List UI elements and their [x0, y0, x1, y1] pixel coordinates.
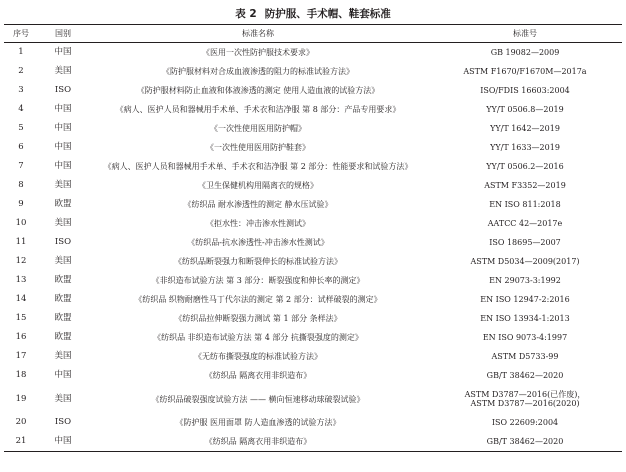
row-seq: 14	[15, 294, 27, 304]
table-row	[4, 157, 622, 176]
row-standard-name: 《纺织品 隔离衣用非织造布》	[88, 432, 428, 452]
table-row	[4, 138, 622, 157]
table-caption	[0, 6, 626, 22]
table-header-row	[4, 25, 622, 43]
standard-number-line: EN ISO 9073-4:1997	[482, 333, 568, 342]
standard-number-line: GB/T 38462—2020	[486, 371, 564, 380]
row-country: ISO	[54, 417, 72, 427]
row-seq: 19	[15, 393, 27, 404]
standard-number-line: EN ISO 13934-1:2013	[480, 314, 570, 323]
row-standard-number	[428, 81, 622, 100]
row-standard-number	[428, 233, 622, 252]
standard-number-line: ASTM D3787—2016(已作废)，	[464, 390, 586, 399]
standard-number-line: YY/T 0506.2—2016	[486, 162, 564, 171]
row-standard-number	[428, 252, 622, 271]
table-row	[4, 347, 622, 366]
standard-number-line: ASTM F1670/F1670M—2017a	[463, 67, 587, 76]
row-country: ISO	[54, 85, 72, 95]
row-standard-name: 《纺织品 织物耐磨性马丁代尔法的测定 第 2 部分：试样破裂的测定》	[134, 295, 382, 304]
standard-number-line: ISO 22609:2004	[491, 418, 559, 427]
row-country: 中国	[54, 161, 72, 171]
row-standard-name: 《防护服 医用面罩 防人造血渗透的试验方法》	[175, 418, 341, 427]
row-country: 中国	[54, 104, 72, 114]
row-seq: 7	[18, 161, 24, 171]
table-row	[4, 309, 622, 328]
row-standard-name: 《医用一次性防护服技术要求》	[202, 48, 314, 57]
row-country: 中国	[54, 370, 72, 380]
table-number: 表 2	[235, 8, 257, 20]
standard-number-line: EN ISO 811:2018	[489, 200, 561, 209]
row-seq: 10	[15, 218, 27, 228]
row-standard-number	[428, 43, 622, 63]
row-seq: 12	[15, 256, 27, 266]
row-seq: 20	[15, 417, 27, 427]
header-standard-name: 标准名称	[88, 25, 428, 43]
standard-number-line: ASTM D5034—2009(2017)	[470, 257, 580, 266]
standard-number-line: ISO 18695—2007	[489, 238, 561, 247]
row-seq: 1	[18, 47, 24, 57]
standard-number-line: GB/T 38462—2020	[486, 437, 564, 446]
row-country: 美国	[54, 218, 72, 228]
standard-number-line: EN 29073-3:1992	[489, 276, 561, 285]
table-row	[4, 43, 622, 63]
table-row	[4, 233, 622, 252]
row-standard-name: 《病人、医护人员和器械用手术单、手术衣和洁净服 第 8 部分：产品专用要求》	[115, 105, 401, 114]
row-standard-name: 《病人、医护人员和器械用手术单、手术衣和洁净服 第 2 部分：性能要求和试验方法》	[103, 162, 413, 171]
row-standard-name: 《纺织品-抗水渗透性-冲击渗水性测试》	[187, 238, 329, 247]
row-country: 中国	[54, 142, 72, 152]
row-standard-name: 《非织造布试验方法 第 3 部分：断裂强度和伸长率的测定》	[151, 276, 365, 285]
row-standard-name: 《纺织品 非织造布试验方法 第 4 部分 抗撕裂强度的测定》	[153, 333, 363, 342]
row-seq: 5	[18, 123, 24, 133]
row-standard-number	[428, 309, 622, 328]
row-seq: 3	[18, 85, 24, 95]
header-seq: 序号	[4, 25, 38, 43]
row-standard-number	[428, 290, 622, 309]
table-row	[4, 62, 622, 81]
row-standard-name: 《纺织品拉伸断裂强力测试 第 1 部分 条样法》	[174, 314, 342, 323]
row-standard-number	[428, 214, 622, 233]
table-row	[4, 214, 622, 233]
table-body	[4, 43, 622, 452]
row-country: 美国	[54, 256, 72, 266]
standard-number-line: EN ISO 12947-2:2016	[480, 295, 570, 304]
table-row	[4, 195, 622, 214]
row-country: 欧盟	[54, 294, 72, 304]
standard-number-line: ASTM F3352—2019	[484, 181, 566, 190]
row-country: 欧盟	[54, 199, 72, 209]
header-standard-number: 标准号	[428, 25, 622, 43]
row-country: 欧盟	[54, 275, 72, 285]
row-seq: 6	[18, 142, 24, 152]
table-row	[4, 176, 622, 195]
row-standard-number	[428, 119, 622, 138]
table-row	[4, 385, 622, 413]
row-seq: 8	[18, 180, 24, 190]
row-standard-number	[428, 385, 622, 413]
table-row	[4, 413, 622, 432]
row-standard-number	[428, 62, 622, 81]
row-country: 中国	[54, 47, 72, 57]
table-row	[4, 271, 622, 290]
row-standard-name: 《卫生保健机构用隔离衣的规格》	[198, 181, 318, 190]
standard-number-line: AATCC 42—2017e	[487, 219, 563, 228]
standard-number-line: ASTM D3787—2016(2020)	[470, 399, 580, 408]
row-country: 中国	[38, 432, 88, 452]
row-standard-number	[428, 195, 622, 214]
row-standard-number	[428, 347, 622, 366]
standard-number-line: YY/T 1642—2019	[490, 124, 560, 133]
table-row	[4, 252, 622, 271]
row-standard-name: 《纺织品 隔离衣用非织造布》	[204, 371, 312, 380]
table-row	[4, 81, 622, 100]
row-standard-name: 《纺织品 耐水渗透性的测定 静水压试验》	[183, 200, 333, 209]
row-standard-name: 《无纺布撕裂强度的标准试验方法》	[194, 352, 322, 361]
row-country: ISO	[54, 237, 72, 247]
row-standard-name: 《拒水性：冲击渗水性测试》	[206, 219, 310, 228]
row-seq: 13	[15, 275, 27, 285]
row-seq: 21	[4, 432, 38, 452]
row-country: 美国	[54, 66, 72, 76]
standards-table	[4, 24, 622, 452]
row-seq: 18	[15, 370, 27, 380]
row-standard-number	[428, 271, 622, 290]
table-row	[4, 119, 622, 138]
row-standard-name: 《一次性使用医用防护帽》	[210, 124, 306, 133]
row-country: 欧盟	[54, 313, 72, 323]
row-standard-number	[428, 432, 622, 452]
row-standard-number	[428, 413, 622, 432]
row-seq: 15	[15, 313, 27, 323]
row-seq: 11	[15, 237, 27, 247]
table-row	[4, 328, 622, 347]
standard-number-line: GB 19082—2009	[490, 48, 560, 57]
table-row	[4, 432, 622, 452]
row-standard-number	[428, 157, 622, 176]
table-row	[4, 290, 622, 309]
table-row	[4, 366, 622, 385]
row-country: 中国	[54, 123, 72, 133]
row-standard-number	[428, 138, 622, 157]
row-standard-name: 《防护服材料对合成血液渗透的阻力的标准试验方法》	[162, 67, 354, 76]
row-standard-name: 《一次性使用医用防护鞋套》	[206, 143, 310, 152]
row-country: 欧盟	[54, 332, 72, 342]
row-seq: 4	[18, 104, 24, 114]
row-standard-number	[428, 100, 622, 119]
row-seq: 17	[15, 351, 27, 361]
row-standard-name: 《纺织品断裂强力和断裂伸长的标准试验方法》	[174, 257, 342, 266]
standard-number-line: YY/T 0506.8—2019	[486, 105, 564, 114]
row-country: 美国	[54, 180, 72, 190]
row-standard-number	[428, 176, 622, 195]
standard-number-line: YY/T 1633—2019	[490, 143, 560, 152]
row-seq: 16	[15, 332, 27, 342]
row-standard-number	[428, 328, 622, 347]
row-standard-name: 《纺织品破裂强度试验方法 —— 横向恒速移动球破裂试验》	[151, 394, 365, 404]
table-row	[4, 100, 622, 119]
row-standard-number	[428, 366, 622, 385]
standard-number-line: ASTM D5733-99	[491, 352, 559, 361]
row-standard-name: 《防护服材料防止血液和体液渗透的测定 使用人造血液的试验方法》	[136, 86, 380, 95]
row-country: 美国	[54, 393, 72, 404]
row-seq: 9	[18, 199, 24, 209]
header-country: 国别	[38, 25, 88, 43]
table-title: 防护服、手术帽、鞋套标准	[264, 8, 391, 20]
standard-number-line: ISO/FDIS 16603:2004	[480, 86, 570, 95]
row-country: 美国	[54, 351, 72, 361]
row-seq: 2	[18, 66, 24, 76]
